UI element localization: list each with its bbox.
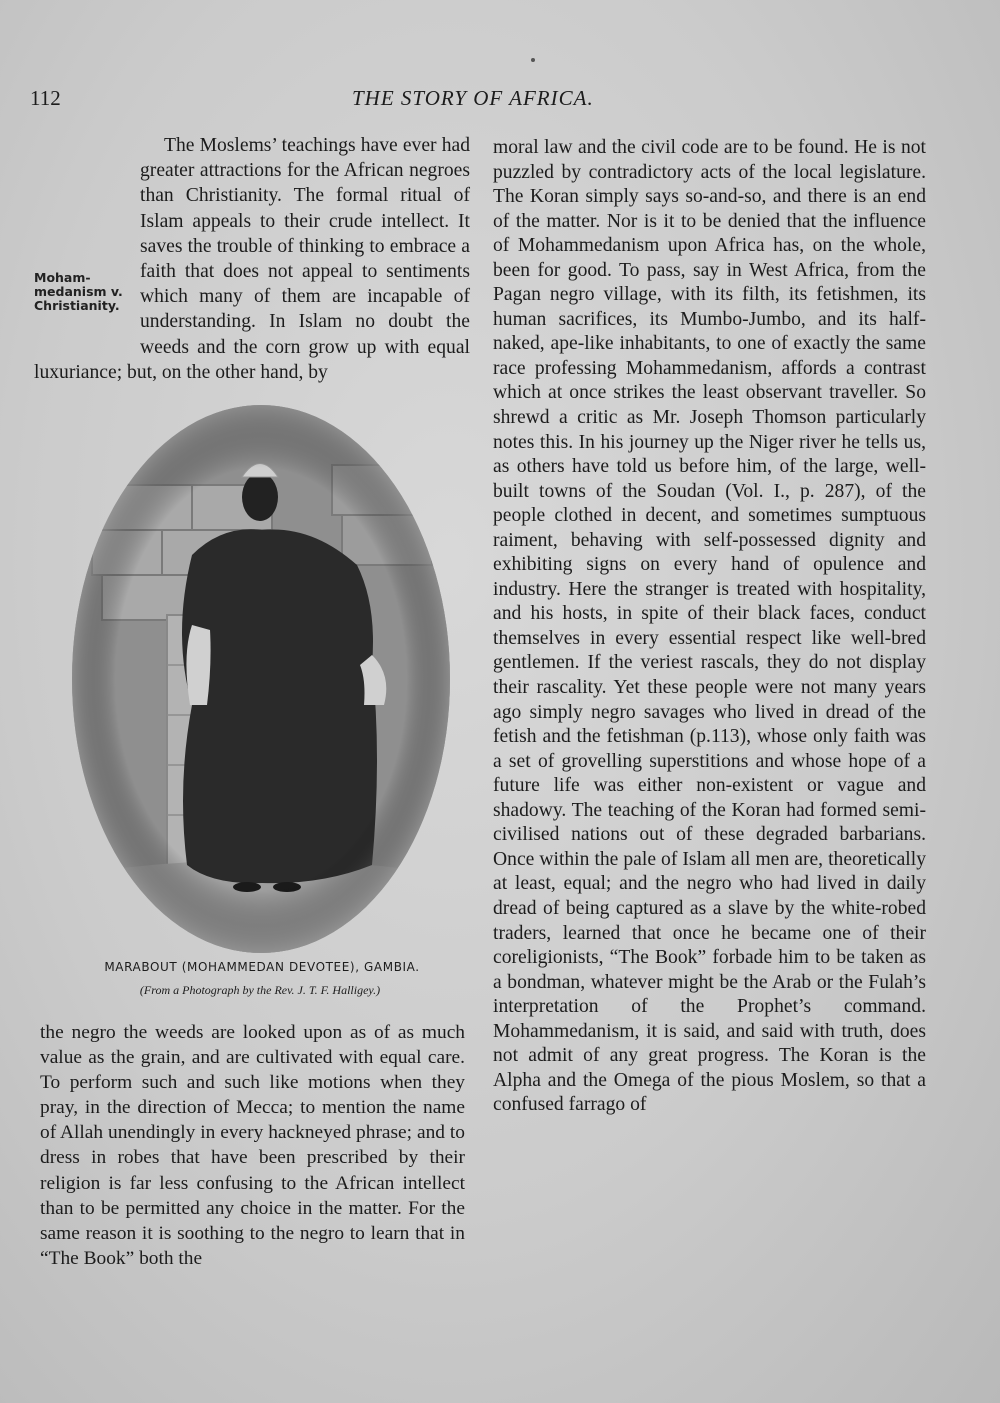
print-speck (531, 58, 535, 62)
sidenote-line: medanism v. (34, 284, 123, 299)
paragraph-text: The Moslems’ teachings have ever had greater attractions for the African negroes than Christianity. The formal ritual of Islam appeals to their crude intellect. It saves the trouble of thinking to embrace a faith that does not appeal to sentiments which many of them are incapable of understanding. In Islam no doubt the weeds and the corn grow up with equal luxuriance; but, on the other hand, by (34, 135, 470, 383)
sidenote-line: Christianity. (34, 298, 120, 313)
left-column-bottom (40, 1020, 465, 1271)
left-column-top (34, 133, 470, 385)
figure-caption-title: MARABOUT (MOHAMMEDAN DEVOTEE), GAMBIA. (104, 960, 420, 974)
marabout-photograph (72, 405, 450, 953)
photograph-illustration (72, 405, 450, 953)
sidenote-wrap-spacer (34, 259, 140, 337)
right-column (493, 136, 926, 1118)
sidenote-line: Moham- (34, 270, 91, 285)
running-title: THE STORY OF AFRICA. (352, 86, 594, 110)
page-number: 112 (30, 86, 61, 110)
body-paragraph (34, 133, 470, 385)
body-paragraph: the negro the weeds are looked upon as of as much value as the grain, and are cultivated with equal care. To perform such and such like motions when they pray, in the direction of Mecca; to mention the name of Allah unendingly in every hackneyed phrase; and to dress in robes that have been prescribed by their religion is far less confusing to the African intellect than to be permitted any choice in the matter. For the same reason it is soothing to the negro to learn that in “The Book” both the (40, 1022, 465, 1269)
page-header (30, 86, 630, 116)
figure-caption-credit: (From a Photograph by the Rev. J. T. F. Halligey.) (139, 983, 381, 997)
body-paragraph: moral law and the civil code are to be found. He is not puzzled by contradictory acts of the local legislature. The Koran simply says so-and-so, and there is an end of the matter. Nor is it to be denied that the influence of Mohammedanism upon Africa has, on the whole, been for good. To pass, say in West Africa, from the Pagan negro village, with its filth, its fetishmen, its human sacrifices, its Mumbo-Jumbo, and its half-naked, ape-like inhabitants, to one of exactly the same race professing Mohammedanism, affords a contrast which at once strikes the least observant traveller. So shrewd a critic as Mr. Joseph Thomson particularly notes this. In his journey up the Niger river he tells us, as others have told us before him, of the large, well-built towns of the Soudan (Vol. I., p. 287), of the people clothed in decent, and sometimes sumptuous raiment, behaving with self-possessed dignity and exhibiting signs on every hand of opulence and industry. Here the stranger is treated with hospitality, and his hosts, in spite of their black faces, conduct themselves in every essential respect like well-bred gentlemen. If the veriest rascals, they do not display their rascality. Yet these people were not many years ago simply negro savages who lived in dread of the fetish and the fetishman (p.113), whose only faith was a set of grovelling superstitions and whose hope of a future life was either non-existent or vague and shadowy. The teaching of the Koran had formed semi-civilised nations out of these degraded barbarians. Once within the pale of Islam all men are, theoretically at least, equal; and the negro who had lived in daily dread of being captured as a slave by the white-robed traders, learned that once he became one of their coreligionists, “The Book” forbade him to be taken as a bondman, whatever might be the Arab or the Fulah’s interpretation of the Prophet’s command. Mohammedanism, it is said, and said with truth, does not admit of any great progress. The Koran is the Alpha and the Omega of the pious Moslem, so that a confused farrago of (493, 137, 926, 1116)
